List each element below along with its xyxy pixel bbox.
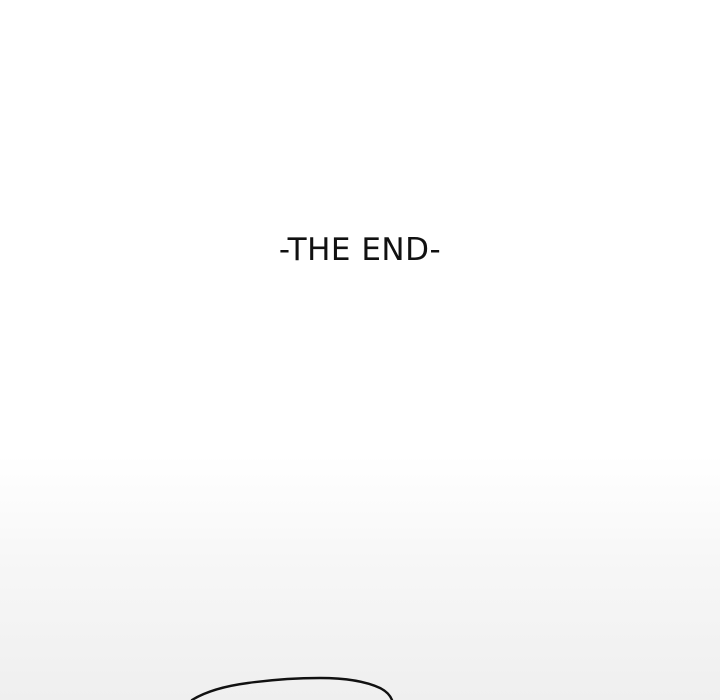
- the-end-caption: -THE END-: [278, 232, 442, 268]
